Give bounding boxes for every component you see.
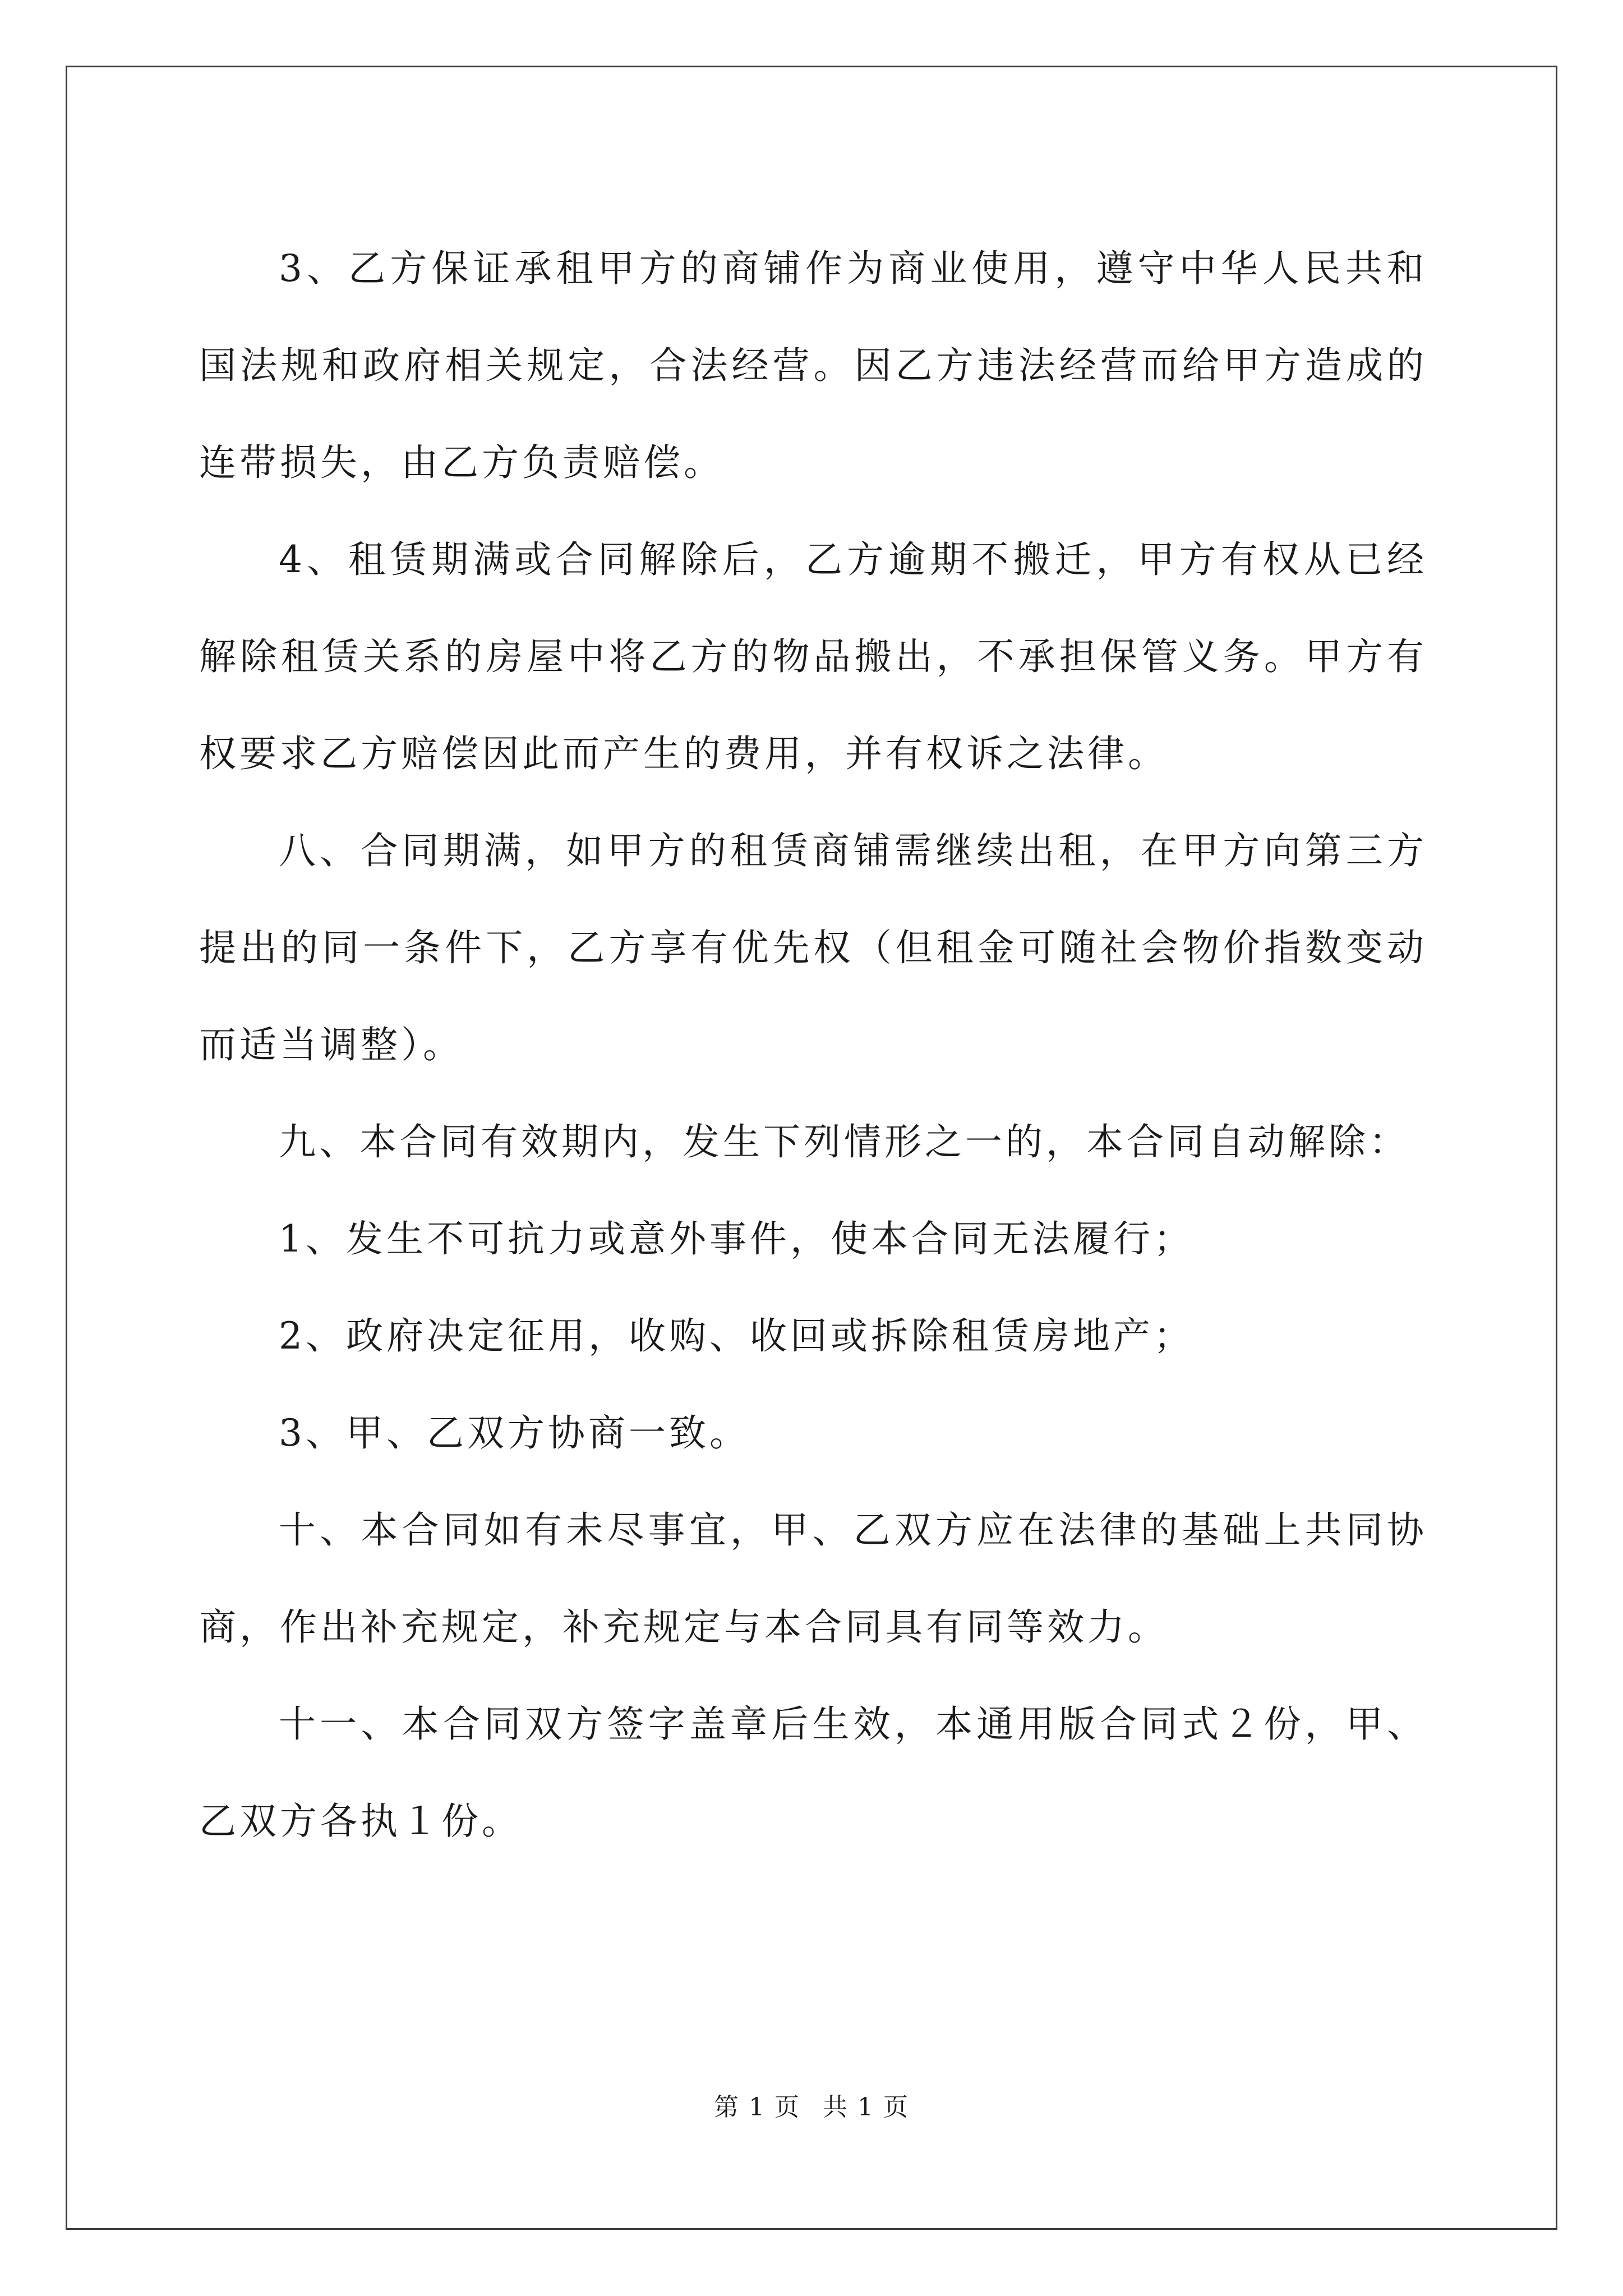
clause-11-effectiveness: 十一、本合同双方签字盖章后生效，本通用版合同式２份，甲、乙双方各执１份。 bbox=[199, 1703, 1427, 1843]
clause-9-termination: 九、本合同有效期内，发生下列情形之一的，本合同自动解除： bbox=[279, 1120, 1409, 1163]
page-number-total: 共 1 页 bbox=[823, 2093, 909, 2122]
clause-9-item-1: 1、发生不可抗力或意外事件，使本合同无法履行； bbox=[279, 1217, 1194, 1260]
clause-10-supplement: 十、本合同如有未尽事宜，甲、乙双方应在法律的基础上共同协商，作出补充规定，补充规定与本合同具有同等效力。 bbox=[199, 1508, 1427, 1649]
page-footer bbox=[0, 2087, 1623, 2123]
clause-9-item-3: 3、甲、乙双方协商一致。 bbox=[279, 1411, 750, 1455]
clause-3-operation: 3、乙方保证承租甲方的商铺作为商业使用，遵守中华人民共和国法规和政府相关规定，合法经营。因乙方违法经营而给甲方造成的连带损失，由乙方负责赔偿。 bbox=[199, 247, 1427, 484]
document-body bbox=[199, 220, 1427, 1870]
clause-4-eviction: 4、租赁期满或合同解除后，乙方逾期不搬迁，甲方有权从已经解除租赁关系的房屋中将乙方的物品搬出，不承担保管义务。甲方有权要求乙方赔偿因此而产生的费用，并有权诉之法律。 bbox=[199, 538, 1427, 775]
clause-9-item-2: 2、政府决定征用，收购、收回或拆除租赁房地产； bbox=[279, 1314, 1194, 1358]
clause-8-renewal-priority: 八、合同期满，如甲方的租赁商铺需继续出租，在甲方向第三方提出的同一条件下，乙方享有优先权（但租金可随社会物价指数变动而适当调整）。 bbox=[199, 829, 1427, 1066]
page-number-current: 第 1 页 bbox=[714, 2093, 800, 2122]
